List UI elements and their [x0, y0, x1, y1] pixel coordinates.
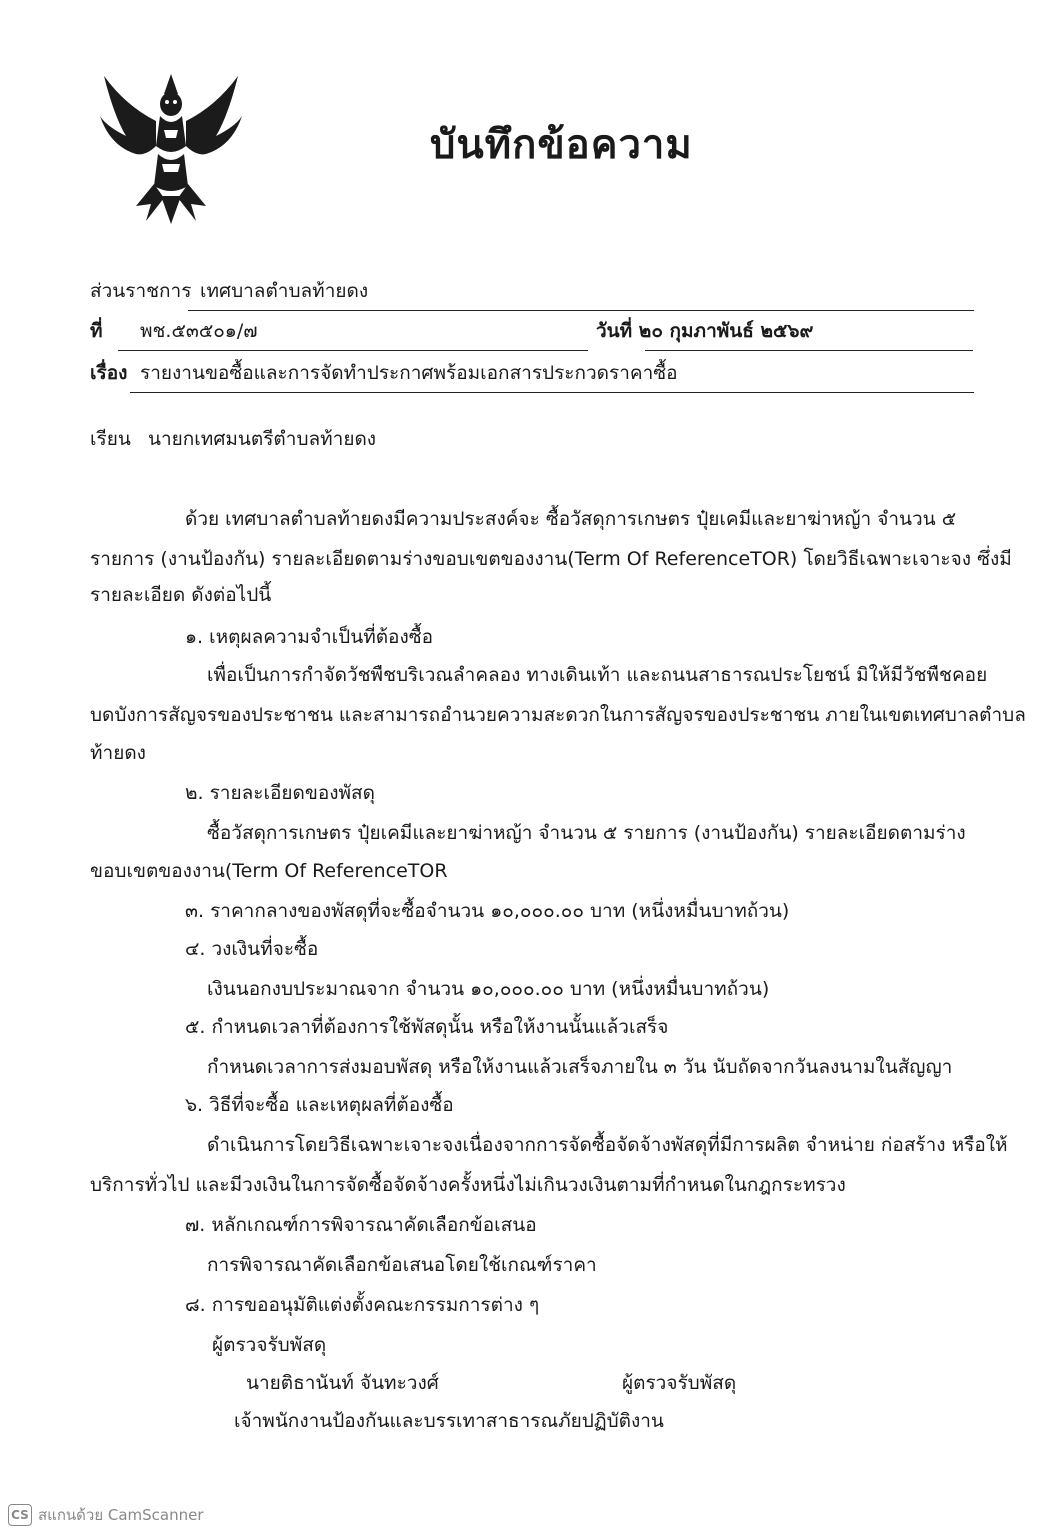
section-8-heading: ๘. การขออนุมัติแต่งตั้งคณะกรรมการต่าง ๆ	[185, 1294, 540, 1316]
section-7-heading: ๗. หลักเกณฑ์การพิจารณาคัดเลือกข้อเสนอ	[185, 1214, 537, 1236]
ref-label: ที่	[90, 320, 103, 342]
subject-label: เรื่อง	[90, 362, 128, 384]
agency-rule	[188, 310, 974, 311]
section-1-heading: ๑. เหตุผลความจำเป็นที่ต้องซื้อ	[185, 626, 434, 648]
scanner-caption: สแกนด้วย CamScanner	[38, 1506, 204, 1524]
committee-member-position: เจ้าพนักงานป้องกันและบรรเทาสาธารณภัยปฏิบัติงาน	[234, 1410, 664, 1432]
section-4-line-1: เงินนอกงบประมาณจาก จำนวน ๑๐,๐๐๐.๐๐ บาท (หนึ่งหมื่นบาทถ้วน)	[207, 978, 770, 1000]
section-5-heading: ๕. กำหนดเวลาที่ต้องการใช้พัสดุนั้น หรือให้งานนั้นแล้วเสร็จ	[185, 1016, 669, 1038]
section-6-heading: ๖. วิธีที่จะซื้อ และเหตุผลที่ต้องซื้อ	[185, 1094, 454, 1116]
section-4-heading: ๔. วงเงินที่จะซื้อ	[185, 938, 319, 960]
ref-rule	[118, 350, 588, 351]
subject-value: รายงานขอซื้อและการจัดทำประกาศพร้อมเอกสารประกวดราคาซื้อ	[140, 362, 678, 384]
garuda-emblem-icon	[96, 66, 246, 226]
committee-member-name: นายติธานันท์ จันทะวงศ์	[246, 1372, 439, 1394]
memo-date: วันที่ ๒๐ กุมภาพันธ์ ๒๕๖๙	[596, 320, 814, 342]
ref-value: พช.๕๓๕๐๑/๗	[140, 320, 258, 342]
agency-value: เทศบาลตำบลท้ายดง	[200, 280, 369, 302]
intro-line-1: ด้วย เทศบาลตำบลท้ายดงมีความประสงค์จะ ซื้อวัสดุการเกษตร ปุ๋ยเคมีและยาฆ่าหญ้า จำนวน ๕	[185, 508, 957, 530]
date-rule	[645, 350, 973, 351]
memo-title: บันทึกข้อความ	[430, 122, 693, 168]
section-6-line-1: ดำเนินการโดยวิธีเฉพาะเจาะจงเนื่องจากการจัดซื้อจัดจ้างพัสดุที่มีการผลิต จำหน่าย ก่อสร้าง หรือให้	[207, 1134, 1008, 1156]
camscanner-logo-icon: CS	[8, 1504, 32, 1526]
section-6-line-2: บริการทั่วไป และมีวงเงินในการจัดซื้อจัดจ้างครั้งหนึ่งไม่เกินวงเงินตามที่กำหนดในกฎกระทรวง	[90, 1174, 846, 1196]
section-3-heading: ๓. ราคากลางของพัสดุที่จะซื้อจำนวน ๑๐,๐๐๐.๐๐ บาท (หนึ่งหมื่นบาทถ้วน)	[185, 900, 790, 922]
section-1-line-2: บดบังการสัญจรของประชาชน และสามารถอำนวยความสะดวกในการสัญจรของประชาชน ภายในเขตเทศบาลตำบล	[90, 704, 1026, 726]
section-1-line-3: ท้ายดง	[90, 742, 146, 764]
to-value: นายกเทศมนตรีตำบลท้ายดง	[148, 428, 377, 450]
to-label: เรียน	[90, 428, 131, 450]
section-1-line-1: เพื่อเป็นการกำจัดวัชพืชบริเวณลำคลอง ทางเดินเท้า และถนนสาธารณประโยชน์ มิให้มีวัชพืชคอย	[207, 664, 988, 686]
section-2-line-1: ซื้อวัสดุการเกษตร ปุ๋ยเคมีและยาฆ่าหญ้า จำนวน ๕ รายการ (งานป้องกัน) รายละเอียดตามร่าง	[207, 822, 966, 844]
scanner-watermark	[8, 1503, 204, 1527]
subject-rule	[130, 392, 974, 393]
section-2-heading: ๒. รายละเอียดของพัสดุ	[185, 782, 375, 804]
section-7-line-1: การพิจารณาคัดเลือกข้อเสนอโดยใช้เกณฑ์ราคา	[207, 1254, 597, 1276]
agency-label: ส่วนราชการ	[90, 280, 192, 302]
section-2-line-2: ขอบเขตของงาน(Term Of ReferenceTOR	[90, 860, 448, 882]
section-5-line-1: กำหนดเวลาการส่งมอบพัสดุ หรือให้งานแล้วเสร็จภายใน ๓ วัน นับถัดจากวันลงนามในสัญญา	[207, 1056, 953, 1078]
intro-line-2: รายการ (งานป้องกัน) รายละเอียดตามร่างขอบเขตของงาน(Term Of ReferenceTOR) โดยวิธีเฉพาะเจาะจง ซึ่งมี	[90, 548, 1012, 570]
section-8-subheading: ผู้ตรวจรับพัสดุ	[212, 1334, 327, 1356]
committee-member-role: ผู้ตรวจรับพัสดุ	[622, 1372, 737, 1394]
intro-line-3: รายละเอียด ดังต่อไปนี้	[90, 584, 272, 606]
